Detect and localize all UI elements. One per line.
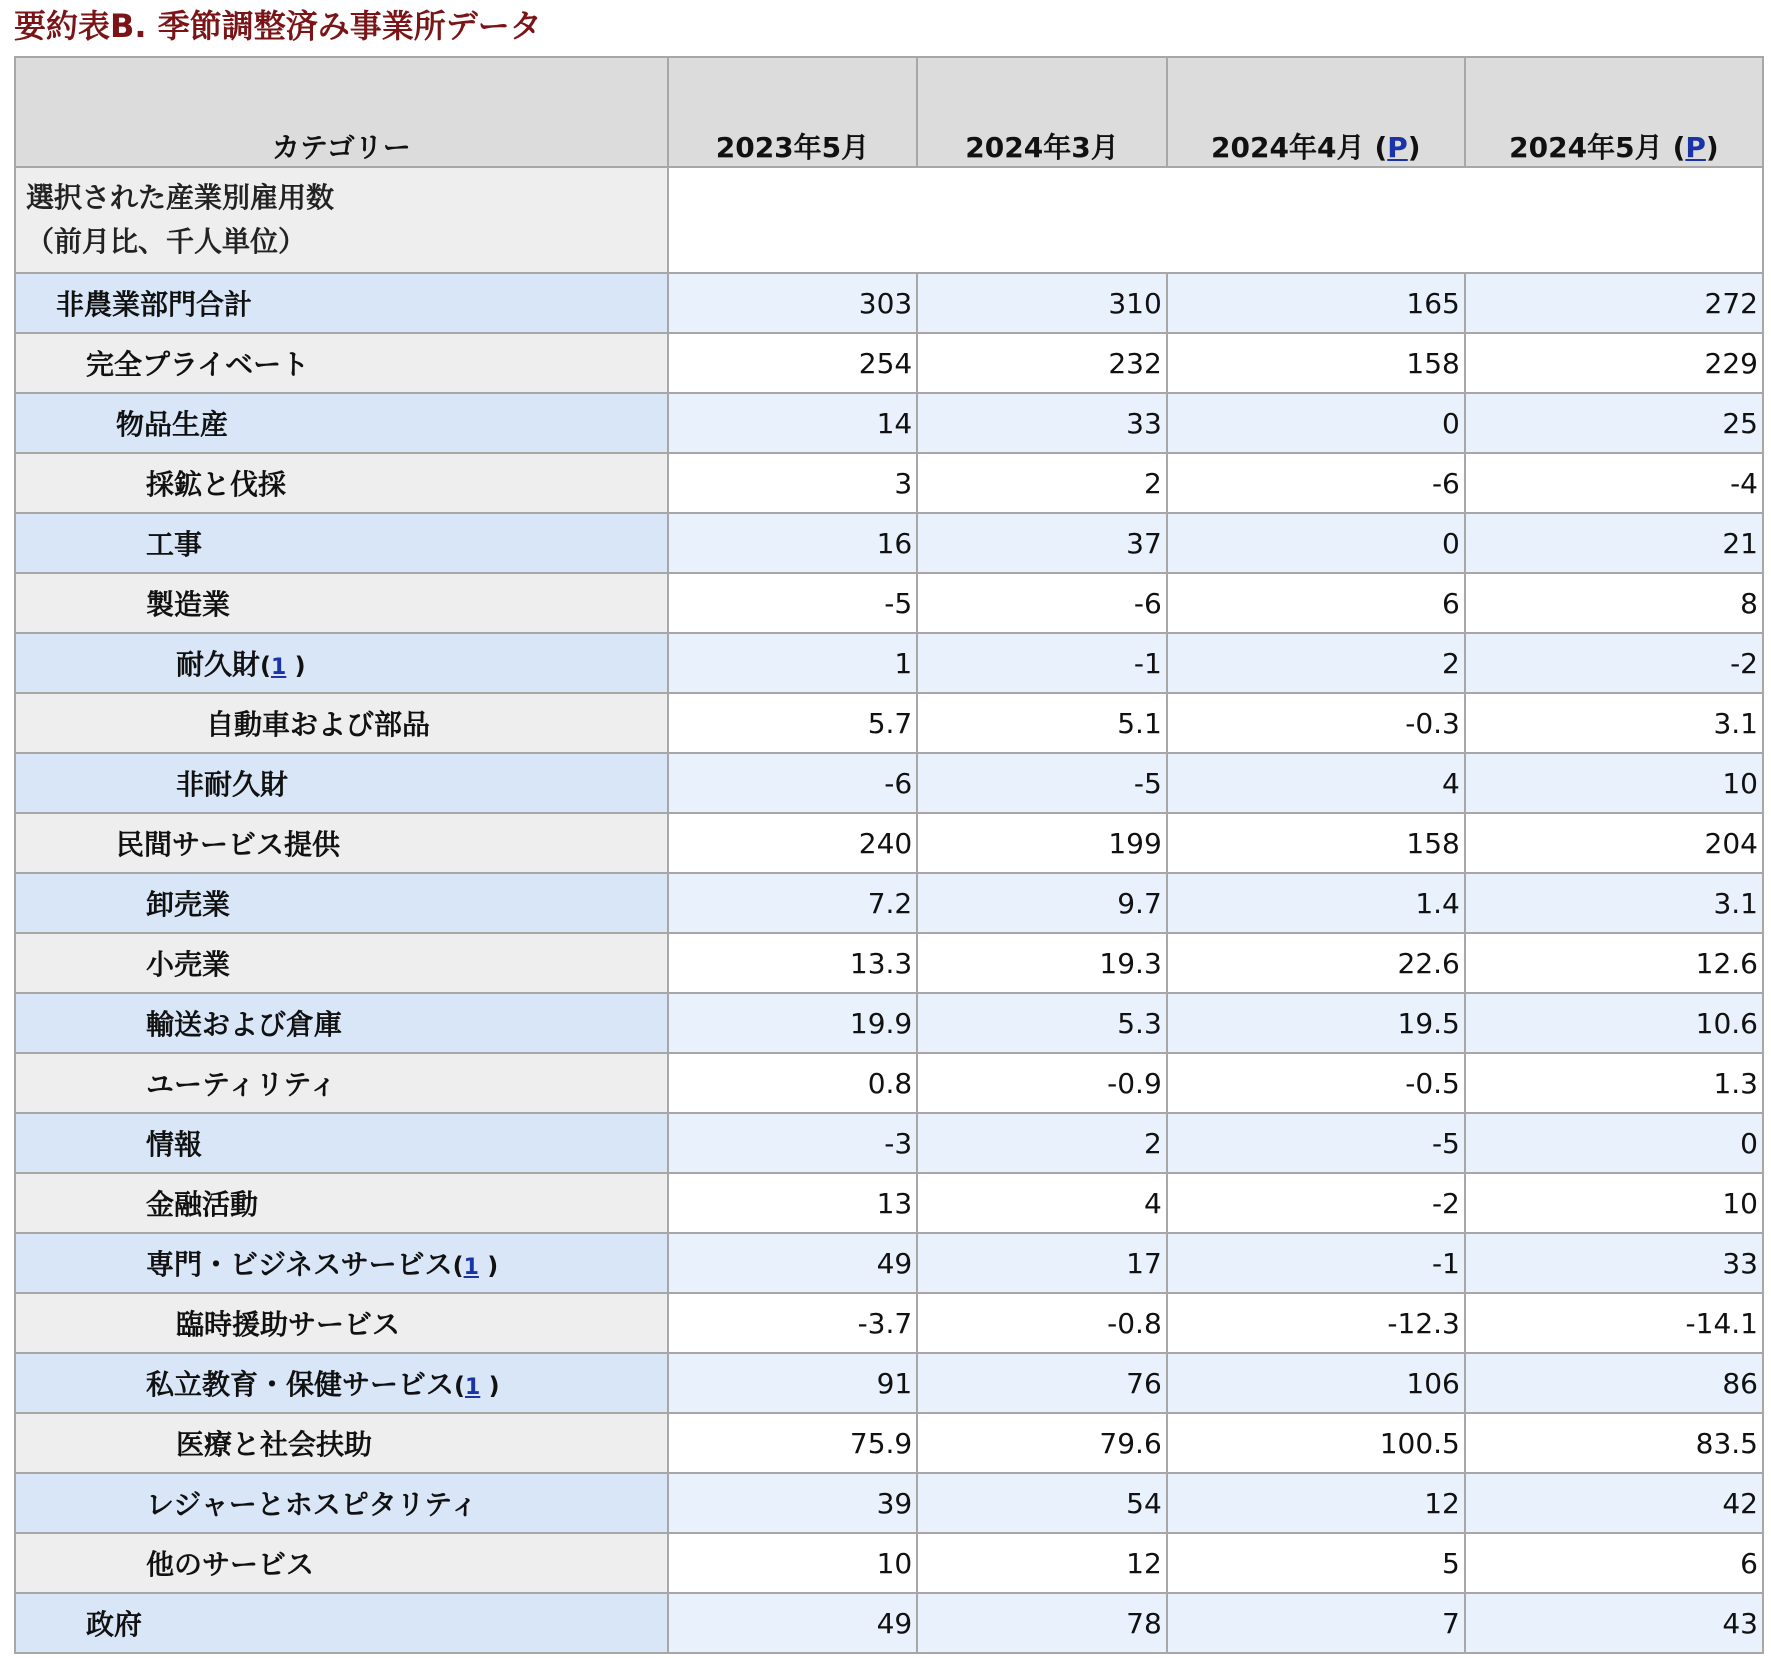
value-cell-col1: 13: [668, 1173, 918, 1233]
section-title: 選択された産業別雇用数: [26, 181, 335, 214]
table-row: [15, 573, 1763, 633]
value-cell-col4: 43: [1465, 1593, 1763, 1653]
value-cell-col3: -2: [1167, 1173, 1465, 1233]
footnote-paren: ): [286, 652, 306, 680]
row-category-label: 非耐久財: [176, 768, 289, 801]
value-cell-col2: 19.3: [917, 933, 1167, 993]
value-cell-col3: 158: [1167, 813, 1465, 873]
value-cell-col1: 16: [668, 513, 918, 573]
footnote-link[interactable]: 1: [463, 1255, 479, 1280]
value-cell-col3: 6: [1167, 573, 1465, 633]
row-category: [15, 813, 668, 873]
value-cell-col4: -2: [1465, 633, 1763, 693]
value-cell-col4: 272: [1465, 273, 1763, 333]
value-cell-col4: 86: [1465, 1353, 1763, 1413]
col-header-2024-03: 2024年3月: [917, 57, 1167, 167]
value-cell-col3: 1.4: [1167, 873, 1465, 933]
value-cell-col1: 49: [668, 1593, 918, 1653]
footnote-link[interactable]: 1: [270, 655, 287, 680]
value-cell-col2: 76: [917, 1353, 1167, 1413]
value-cell-col1: 39: [668, 1473, 918, 1533]
section-subtitle: （前月比、千人単位）: [26, 225, 307, 258]
row-category: [15, 1353, 668, 1413]
col-header-category: カテゴリー: [15, 57, 668, 167]
value-cell-col2: 310: [917, 273, 1167, 333]
value-cell-col1: 91: [668, 1353, 918, 1413]
value-cell-col1: 5.7: [668, 693, 918, 753]
value-cell-col1: -6: [668, 753, 918, 813]
row-category: [15, 573, 668, 633]
row-category: [15, 753, 668, 813]
row-category-label: 私立教育・保健サービス: [146, 1368, 455, 1401]
value-cell-col4: 10: [1465, 1173, 1763, 1233]
value-cell-col3: -6: [1167, 453, 1465, 513]
row-category-label: 政府: [86, 1608, 143, 1641]
row-category: [15, 1113, 668, 1173]
col-header-2024-04: [1167, 57, 1465, 167]
row-category: [15, 633, 668, 693]
value-cell-col4: -14.1: [1465, 1293, 1763, 1353]
table-row: [15, 693, 1763, 753]
value-cell-col1: 10: [668, 1533, 918, 1593]
col-header-2024-05-label: 2024年5月: [1509, 131, 1663, 164]
footnote-paren: (: [452, 1252, 464, 1280]
value-cell-col4: 25: [1465, 393, 1763, 453]
value-cell-col4: 1.3: [1465, 1053, 1763, 1113]
preliminary-link[interactable]: P: [1387, 131, 1408, 164]
preliminary-marker: (P): [1672, 131, 1719, 164]
value-cell-col1: 13.3: [668, 933, 918, 993]
col-header-2024-04-label: 2024年4月: [1211, 131, 1365, 164]
value-cell-col4: 10.6: [1465, 993, 1763, 1053]
value-cell-col3: 7: [1167, 1593, 1465, 1653]
row-category: [15, 993, 668, 1053]
preliminary-link[interactable]: P: [1685, 131, 1706, 164]
table-row: [15, 393, 1763, 453]
preliminary-marker: (P): [1374, 131, 1421, 164]
row-category: [15, 1413, 668, 1473]
summary-table: [14, 56, 1764, 1654]
row-category-label: 耐久財: [176, 648, 261, 681]
footnote-paren: ): [478, 1252, 499, 1280]
table-row: [15, 753, 1763, 813]
value-cell-col1: -3: [668, 1113, 918, 1173]
table-row: [15, 273, 1763, 333]
row-category: [15, 1593, 668, 1653]
table-row: [15, 633, 1763, 693]
value-cell-col2: 9.7: [917, 873, 1167, 933]
table-row: [15, 333, 1763, 393]
row-category: [15, 1173, 668, 1233]
row-category-label: 卸売業: [146, 888, 231, 921]
row-category: [15, 1473, 668, 1533]
row-category-label: 民間サービス提供: [116, 828, 341, 861]
value-cell-col1: 75.9: [668, 1413, 918, 1473]
table-row: [15, 1053, 1763, 1113]
row-category: [15, 273, 668, 333]
table-row: [15, 1473, 1763, 1533]
row-category-label: 完全プライベート: [86, 348, 310, 381]
value-cell-col2: 79.6: [917, 1413, 1167, 1473]
row-category-label: 自動車および部品: [206, 708, 431, 741]
value-cell-col1: 254: [668, 333, 918, 393]
value-cell-col3: 22.6: [1167, 933, 1465, 993]
row-category: [15, 693, 668, 753]
value-cell-col4: 3.1: [1465, 873, 1763, 933]
value-cell-col4: 83.5: [1465, 1413, 1763, 1473]
value-cell-col1: 303: [668, 273, 918, 333]
value-cell-col4: 6: [1465, 1533, 1763, 1593]
value-cell-col3: -5: [1167, 1113, 1465, 1173]
value-cell-col3: -1: [1167, 1233, 1465, 1293]
value-cell-col3: 5: [1167, 1533, 1465, 1593]
section-blank-cell: [668, 167, 1763, 273]
value-cell-col4: 10: [1465, 753, 1763, 813]
row-category: [15, 1233, 668, 1293]
row-category-label: 輸送および倉庫: [146, 1008, 343, 1041]
value-cell-col4: 229: [1465, 333, 1763, 393]
table-row: [15, 873, 1763, 933]
value-cell-col4: 42: [1465, 1473, 1763, 1533]
table-row: [15, 1113, 1763, 1173]
value-cell-col1: 14: [668, 393, 918, 453]
value-cell-col4: 3.1: [1465, 693, 1763, 753]
value-cell-col3: 100.5: [1167, 1413, 1465, 1473]
footnote-paren: (: [260, 652, 271, 680]
row-category-label: 専門・ビジネスサービス: [146, 1248, 453, 1281]
table-row: [15, 1413, 1763, 1473]
value-cell-col1: 0.8: [668, 1053, 918, 1113]
row-category: [15, 1293, 668, 1353]
row-category: [15, 513, 668, 573]
footnote-paren: ): [480, 1372, 500, 1400]
row-category: [15, 873, 668, 933]
value-cell-col2: 199: [917, 813, 1167, 873]
value-cell-col1: -3.7: [668, 1293, 918, 1353]
value-cell-col2: 17: [917, 1233, 1167, 1293]
value-cell-col3: 19.5: [1167, 993, 1465, 1053]
value-cell-col3: 165: [1167, 273, 1465, 333]
value-cell-col4: 8: [1465, 573, 1763, 633]
value-cell-col2: 33: [917, 393, 1167, 453]
value-cell-col4: -4: [1465, 453, 1763, 513]
value-cell-col1: -5: [668, 573, 918, 633]
value-cell-col2: -6: [917, 573, 1167, 633]
value-cell-col2: 54: [917, 1473, 1167, 1533]
row-category-label: 採鉱と伐採: [146, 468, 287, 501]
table-row: [15, 453, 1763, 513]
value-cell-col2: 2: [917, 1113, 1167, 1173]
value-cell-col2: -5: [917, 753, 1167, 813]
value-cell-col4: 204: [1465, 813, 1763, 873]
value-cell-col2: -1: [917, 633, 1167, 693]
row-category-label: 情報: [146, 1128, 203, 1161]
value-cell-col2: 2: [917, 453, 1167, 513]
value-cell-col3: -0.5: [1167, 1053, 1465, 1113]
row-category-label: 臨時援助サービス: [176, 1308, 401, 1341]
row-category: [15, 333, 668, 393]
table-row: [15, 1353, 1763, 1413]
row-category-label: 小売業: [146, 948, 231, 981]
page-title: 要約表B. 季節調整済み事業所データ: [14, 7, 542, 45]
value-cell-col1: 7.2: [668, 873, 918, 933]
row-category-label: 非農業部門合計: [56, 288, 253, 321]
table-row: [15, 1173, 1763, 1233]
row-category-label: 金融活動: [146, 1188, 259, 1221]
value-cell-col1: 49: [668, 1233, 918, 1293]
value-cell-col2: -0.8: [917, 1293, 1167, 1353]
value-cell-col1: 1: [668, 633, 918, 693]
footnote-paren: (: [454, 1372, 465, 1400]
row-category-label: 医療と社会扶助: [176, 1428, 373, 1461]
value-cell-col2: 232: [917, 333, 1167, 393]
row-category: [15, 393, 668, 453]
value-cell-col4: 21: [1465, 513, 1763, 573]
value-cell-col2: -0.9: [917, 1053, 1167, 1113]
col-header-2023-05: 2023年5月: [668, 57, 918, 167]
value-cell-col2: 78: [917, 1593, 1167, 1653]
value-cell-col4: 33: [1465, 1233, 1763, 1293]
table-row: [15, 1593, 1763, 1653]
row-category: [15, 1053, 668, 1113]
row-category: [15, 1533, 668, 1593]
table-row: [15, 813, 1763, 873]
row-category-label: 製造業: [146, 588, 231, 621]
row-category: [15, 453, 668, 513]
value-cell-col3: 4: [1167, 753, 1465, 813]
section-header: [15, 167, 668, 273]
value-cell-col3: 106: [1167, 1353, 1465, 1413]
table-row: [15, 993, 1763, 1053]
value-cell-col2: 37: [917, 513, 1167, 573]
value-cell-col3: 0: [1167, 393, 1465, 453]
row-category-label: 他のサービス: [146, 1548, 315, 1581]
table-row: [15, 513, 1763, 573]
table-row: [15, 1293, 1763, 1353]
table-header-row: [15, 57, 1763, 167]
section-header-row: [15, 167, 1763, 273]
table-row: [15, 1533, 1763, 1593]
value-cell-col3: -12.3: [1167, 1293, 1465, 1353]
row-category-label: ユーティリティ: [146, 1068, 337, 1101]
value-cell-col1: 19.9: [668, 993, 918, 1053]
row-category-label: 工事: [146, 528, 203, 561]
value-cell-col4: 0: [1465, 1113, 1763, 1173]
value-cell-col1: 240: [668, 813, 918, 873]
row-category-label: レジャーとホスピタリティ: [146, 1488, 478, 1521]
footnote-link[interactable]: 1: [464, 1375, 481, 1400]
value-cell-col3: 2: [1167, 633, 1465, 693]
value-cell-col1: 3: [668, 453, 918, 513]
table-row: [15, 1233, 1763, 1293]
value-cell-col3: 158: [1167, 333, 1465, 393]
value-cell-col3: 0: [1167, 513, 1465, 573]
value-cell-col4: 12.6: [1465, 933, 1763, 993]
value-cell-col2: 4: [917, 1173, 1167, 1233]
table-row: [15, 933, 1763, 993]
value-cell-col2: 5.1: [917, 693, 1167, 753]
row-category-label: 物品生産: [116, 408, 229, 441]
value-cell-col2: 5.3: [917, 993, 1167, 1053]
value-cell-col3: -0.3: [1167, 693, 1465, 753]
row-category: [15, 933, 668, 993]
value-cell-col2: 12: [917, 1533, 1167, 1593]
col-header-2024-05: [1465, 57, 1763, 167]
value-cell-col3: 12: [1167, 1473, 1465, 1533]
